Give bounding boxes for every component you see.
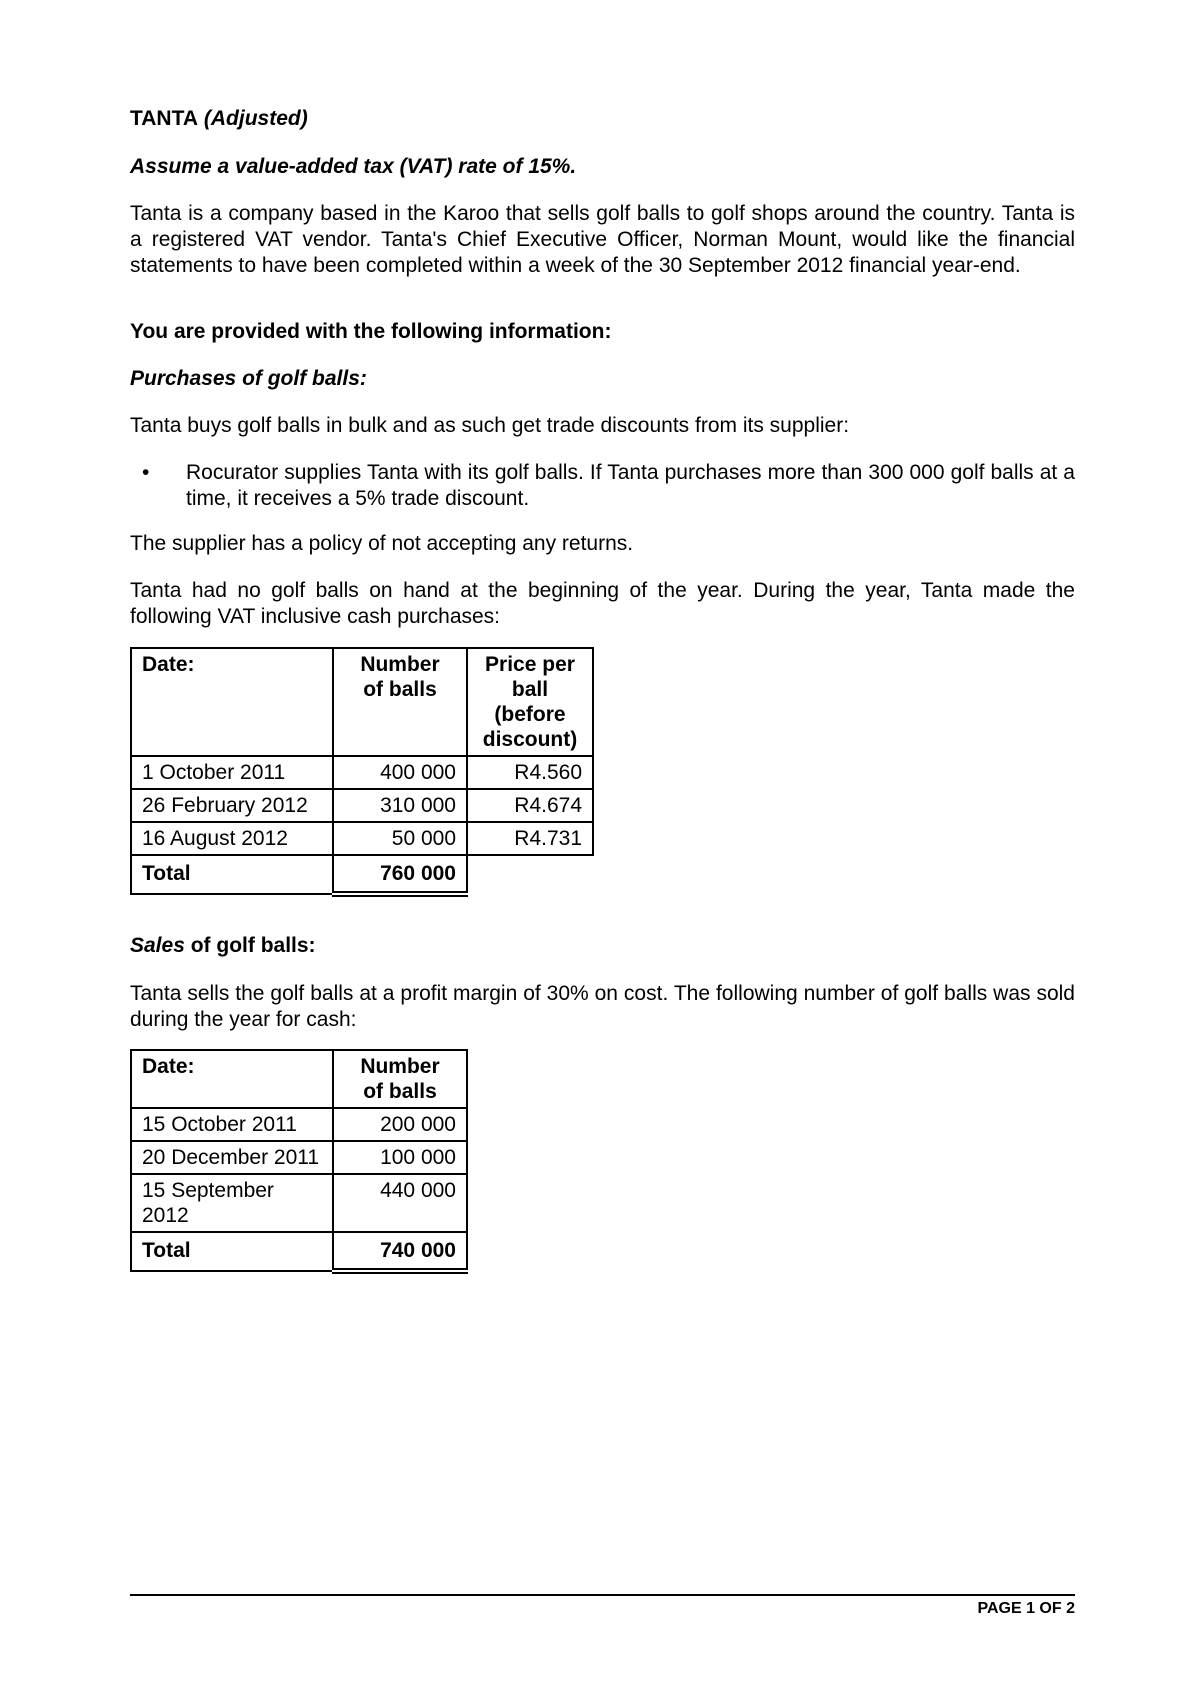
header-date: Date:	[131, 1050, 333, 1108]
table-header-row	[131, 1050, 467, 1108]
row-price: R4.674	[467, 789, 593, 822]
header-number: Number of balls	[333, 1050, 467, 1108]
total-label: Total	[131, 1232, 333, 1271]
sales-text: Tanta sells the golf balls at a profit margin of 30% on cost. The following number of golf balls was sold during the year for cash:	[130, 982, 1075, 1031]
row-number: 400 000	[333, 756, 467, 789]
sales-table	[130, 1049, 468, 1274]
row-date: 15 October 2011	[131, 1108, 333, 1141]
table-total-row	[131, 1232, 467, 1271]
bullet-text: Rocurator supplies Tanta with its golf balls. If Tanta purchases more than 300 000 golf balls at a time, it receives a 5% trade discount.	[186, 461, 1075, 510]
intro-paragraph: Tanta is a company based in the Karoo that sells golf balls to golf shops around the country. Tanta is a registered VAT vendor. Tanta's Chief Executive Officer, Norman Mount, would like the financial statements to have been completed within a week of the 30 September 2012 financial year-end.	[130, 202, 1075, 277]
sales-heading	[130, 933, 1075, 959]
row-number: 50 000	[333, 822, 467, 855]
row-date: 15 September 2012	[131, 1174, 333, 1232]
vat-assumption: Assume a value-added tax (VAT) rate of 15%.	[130, 155, 577, 178]
total-value: 740 000	[333, 1232, 467, 1271]
sales-heading-rest: of golf balls:	[184, 934, 316, 957]
empty-cell	[467, 855, 593, 894]
header-number: Number of balls	[333, 648, 467, 756]
title-qualifier: (Adjusted)	[203, 107, 308, 130]
purchases-text-1: Tanta buys golf balls in bulk and as such get trade discounts from its supplier:	[130, 414, 850, 437]
row-date: 1 October 2011	[131, 756, 333, 789]
row-price: R4.560	[467, 756, 593, 789]
table-row	[131, 822, 593, 855]
title-name: TANTA	[130, 107, 199, 130]
row-number: 200 000	[333, 1108, 467, 1141]
total-label: Total	[131, 855, 333, 894]
purchases-text-3: Tanta had no golf balls on hand at the beginning of the year. During the year, Tanta made the following VAT inclusive cash purchases:	[130, 579, 1075, 628]
row-number: 310 000	[333, 789, 467, 822]
sales-heading-italic: Sales	[130, 934, 185, 957]
table-header-row	[131, 648, 593, 756]
bullet-icon: •	[142, 461, 150, 484]
table-row	[131, 756, 593, 789]
table-row	[131, 1141, 467, 1174]
document-title	[130, 106, 1075, 132]
table-total-row	[131, 855, 593, 894]
row-price: R4.731	[467, 822, 593, 855]
footer-divider	[130, 1594, 1075, 1596]
provided-heading: You are provided with the following information:	[130, 320, 612, 343]
table-row	[131, 1108, 467, 1141]
total-value: 760 000	[333, 855, 467, 894]
row-date: 16 August 2012	[131, 822, 333, 855]
row-number: 100 000	[333, 1141, 467, 1174]
purchases-bullet	[130, 460, 1075, 512]
page-number: PAGE 1 OF 2	[977, 1600, 1075, 1617]
purchases-heading: Purchases of golf balls:	[130, 367, 367, 390]
header-price: Price per ball (before discount)	[467, 648, 593, 756]
purchases-table	[130, 647, 594, 897]
header-date: Date:	[131, 648, 333, 756]
row-number: 440 000	[333, 1174, 467, 1232]
purchases-text-2: The supplier has a policy of not accepting any returns.	[130, 532, 634, 555]
row-date: 20 December 2011	[131, 1141, 333, 1174]
row-date: 26 February 2012	[131, 789, 333, 822]
table-row	[131, 789, 593, 822]
table-row	[131, 1174, 467, 1232]
